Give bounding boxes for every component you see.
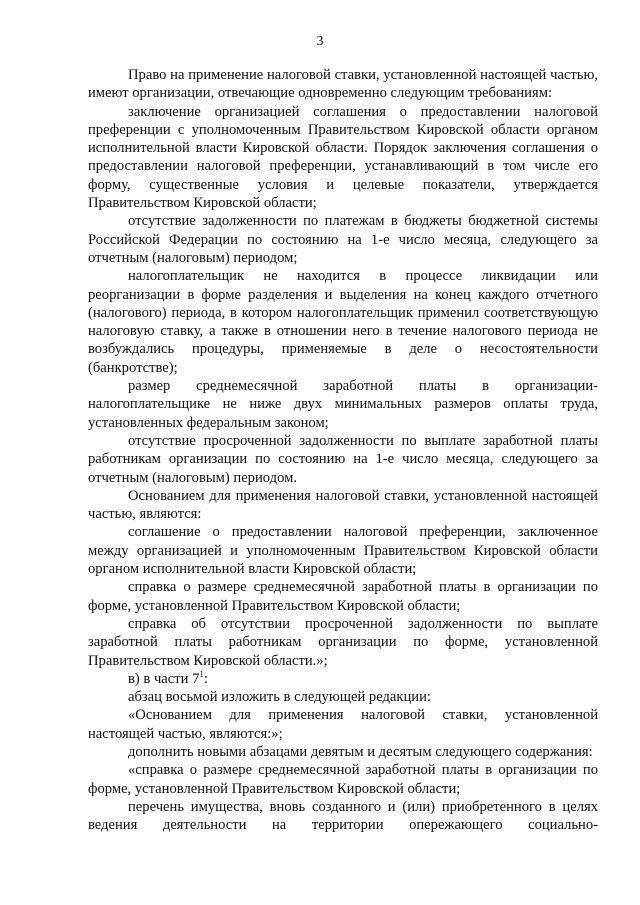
paragraph: перечень имущества, вновь созданного и (или) приобретенного в целях ведения деятельности на территории опережающего социально- bbox=[88, 798, 598, 834]
paragraph: Основанием для применения налоговой ставки, установленной настоящей частью, являются: bbox=[88, 487, 598, 523]
page-number: 3 bbox=[316, 34, 324, 49]
amendment-item-v-superscript: 1 bbox=[199, 668, 204, 679]
paragraph: «Основанием для применения налоговой ставки, установленной настоящей частью, являются:»; bbox=[88, 707, 598, 742]
paragraph: справка о размере среднемесячной заработной платы в организации по форме, установленной Правительством Кировской области; bbox=[88, 579, 598, 614]
paragraph: дополнить новыми абзацами девятым и десятым следующего содержания: bbox=[128, 743, 593, 760]
paragraph: «справка о размере среднемесячной заработной платы в организации по форме, установленной Правительством Кировской области; bbox=[88, 762, 598, 797]
amendment-item-v-text: в) в части 7 bbox=[128, 670, 200, 687]
paragraph: справка об отсутствии просроченной задолженности по выплате заработной платы работникам организации по форме, установленной Правительством Кировской области.»; bbox=[88, 615, 598, 669]
paragraph: Право на применение налоговой ставки, установленной настоящей частью, имеют организации, отвечающие одновременно следующим требованиям: bbox=[88, 67, 598, 102]
paragraph: отсутствие просроченной задолженности по выплате заработной платы работникам организации по состоянию на 1-е число месяца, следующего за отчетным (налоговым) периодом. bbox=[88, 432, 598, 486]
paragraph: отсутствие задолженности по платежам в бюджеты бюджетной системы Российской Федерации по состоянию на 1-е число месяца, следующего за отчетным (налоговым) периодом; bbox=[88, 213, 598, 266]
amendment-item-v-suffix: : bbox=[203, 670, 208, 687]
document-body bbox=[88, 66, 598, 834]
paragraph: размер среднемесячной заработной платы в организации-налогоплательщике не ниже двух минимальных размеров оплаты труда, установленных федеральным законом; bbox=[88, 378, 598, 431]
paragraph: налогоплательщик не находится в процессе ликвидации или реорганизации в форме разделения и выделения на конец каждого отчетного (налогового) периода, в котором налогоплательщик применил соответствующую налоговую ставку, а также в отношении него в течение налогового периода не возбуждались процедуры, применяемые в деле о несостоятельности (банкротстве); bbox=[88, 268, 598, 376]
paragraph: заключение организацией соглашения о предоставлении налоговой преференции с уполномоченным Правительством Кировской области органом исполнительной власти Кировской области. Порядок заключения соглашения о предоставлении налоговой преференции, устанавливающий в том числе его форму, существенные условия и целевые показатели, утверждается Правительством Кировской области; bbox=[88, 103, 598, 212]
paragraph: соглашение о предоставлении налоговой преференции, заключенное между организацией и уполномоченным Правительством Кировской области органом исполнительной власти Кировской области; bbox=[88, 524, 598, 578]
amendment-item-v bbox=[88, 670, 598, 688]
paragraph: абзац восьмой изложить в следующей редакции: bbox=[128, 689, 431, 706]
